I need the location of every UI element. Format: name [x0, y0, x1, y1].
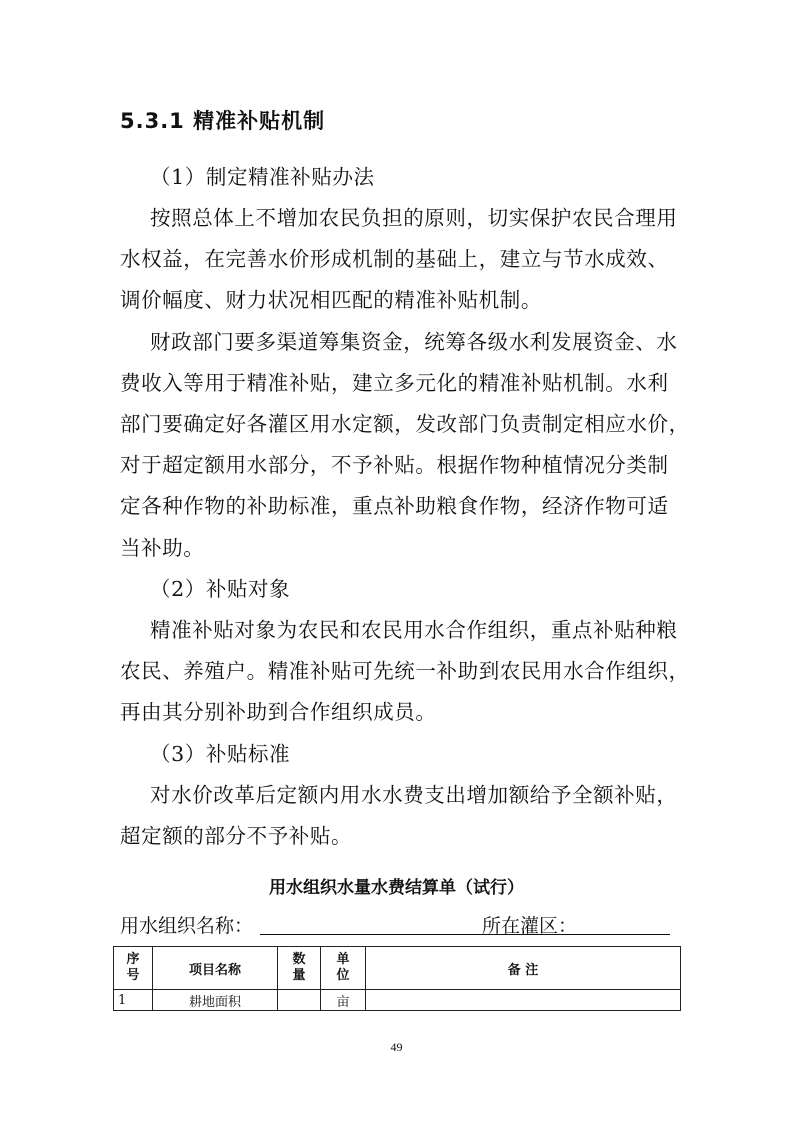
table-header-row	[114, 947, 681, 990]
header-unit: 单位	[321, 947, 366, 990]
paragraph-line: 当补助。	[120, 536, 205, 560]
page-number: 49	[390, 1040, 403, 1054]
cell-item: 耕地面积	[153, 990, 278, 1011]
paragraph-line: 按照总体上不增加农民负担的原则，切实保护农民合理用	[150, 206, 678, 230]
paragraph-line: （2）补贴对象	[150, 577, 291, 601]
paragraph-line: 农民、养殖户。精准补贴可先统一补助到农民用水合作组织，	[120, 659, 690, 683]
header-note: 备 注	[366, 947, 681, 990]
org-name-label: 用水组织名称：	[120, 915, 254, 937]
location-label: 所在灌区：	[482, 915, 578, 937]
paragraph-line: 费收入等用于精准补贴，建立多元化的精准补贴机制。水利	[120, 371, 669, 395]
org-info-row	[120, 912, 680, 940]
section-title: 5.3.1 精准补贴机制	[120, 109, 326, 133]
form-title: 用水组织水量水费结算单（试行）	[269, 878, 524, 898]
paragraph-line: 财政部门要多渠道筹集资金，统筹各级水利发展资金、水	[150, 330, 678, 354]
cell-unit: 亩	[321, 990, 366, 1011]
cell-qty	[278, 990, 321, 1011]
header-item: 项目名称	[153, 947, 278, 990]
cell-note	[366, 990, 681, 1011]
paragraph-line: 定各种作物的补助标准，重点补助粮食作物，经济作物可适	[120, 494, 669, 518]
paragraph-line: 调价幅度、财力状况相匹配的精准补贴机制。	[120, 288, 542, 312]
paragraph-line: 部门要确定好各灌区用水定额，发改部门负责制定相应水价，	[120, 412, 690, 436]
paragraph-line: （3）补贴标准	[150, 742, 291, 766]
header-qty: 数量	[278, 947, 321, 990]
paragraph-line: （1）制定精准补贴办法	[150, 165, 375, 189]
paragraph-line: 对水价改革后定额内用水水费支出增加额给予全额补贴，	[150, 783, 678, 807]
settlement-table	[113, 946, 681, 1011]
paragraph-line: 对于超定额用水部分，不予补贴。根据作物种植情况分类制	[120, 453, 669, 477]
location-blank	[578, 934, 670, 935]
paragraph-line: 再由其分别补助到合作组织成员。	[120, 700, 437, 724]
header-no: 序号	[114, 947, 153, 990]
cell-no: 1	[114, 990, 153, 1011]
table-row	[114, 990, 681, 1011]
paragraph-line: 超定额的部分不予补贴。	[120, 824, 353, 848]
paragraph-line: 精准补贴对象为农民和农民用水合作组织，重点补贴种粮	[150, 618, 678, 642]
paragraph-line: 水权益，在完善水价形成机制的基础上，建立与节水成效、	[120, 247, 669, 271]
